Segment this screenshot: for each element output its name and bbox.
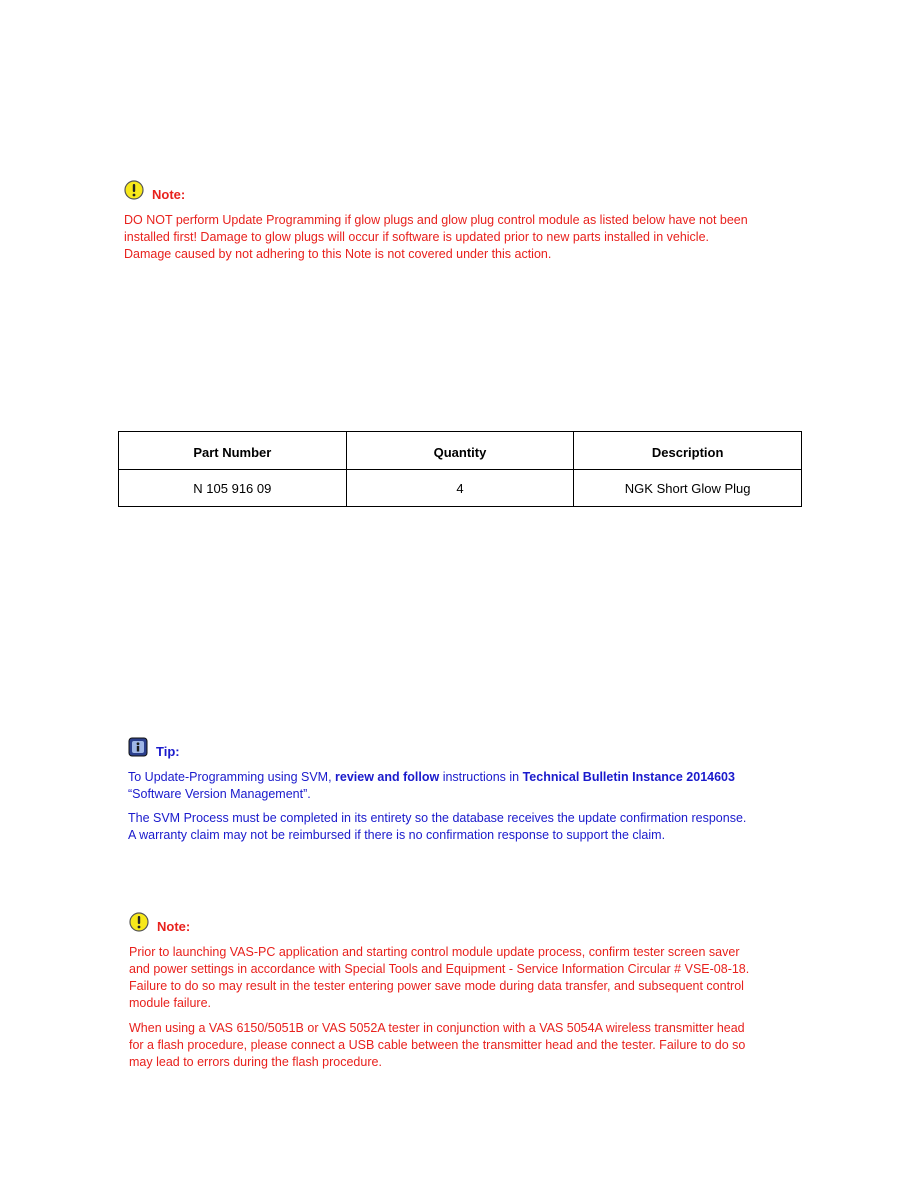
- cell-description: NGK Short Glow Plug: [574, 470, 802, 507]
- warning-icon: [124, 180, 144, 200]
- note-1-line: installed first! Damage to glow plugs will occur if software is updated prior to new parts installed in vehicle.: [124, 230, 709, 244]
- column-header-part-number: Part Number: [119, 432, 347, 470]
- tip-body: [128, 769, 746, 844]
- note-1-line: DO NOT perform Update Programming if glow plugs and glow plug control module as listed below have not been: [124, 213, 748, 227]
- tip-paragraph-2-line: The SVM Process must be completed in its entirety so the database receives the update confirmation response.: [128, 811, 747, 825]
- tip-text: To Update-Programming using SVM,: [128, 770, 336, 784]
- note-2-line: may lead to errors during the flash procedure.: [129, 1055, 382, 1069]
- bulletin-reference: Technical Bulletin Instance 2014603: [522, 770, 735, 784]
- table-row: [119, 470, 802, 507]
- note-2-line: When using a VAS 6150/5051B or VAS 5052A tester in conjunction with a VAS 5054A wireless transmitter head: [129, 1021, 745, 1035]
- warning-icon: [129, 912, 149, 932]
- table-header-row: [119, 432, 802, 470]
- note-1-body: [124, 212, 748, 263]
- note-2-line: module failure.: [129, 996, 211, 1010]
- note-2-line: Prior to launching VAS-PC application and starting control module update process, confirm tester screen saver: [129, 945, 740, 959]
- tip-text: instructions in: [439, 770, 523, 784]
- parts-table: [118, 431, 802, 507]
- note-2-heading: Note:: [157, 919, 191, 934]
- cell-part-number: N 105 916 09: [119, 470, 347, 507]
- tip-paragraph-1: [128, 769, 746, 786]
- note-2-line: for a flash procedure, please connect a USB cable between the transmitter head and the tester. Failure to do so: [129, 1038, 746, 1052]
- info-icon: [128, 737, 148, 757]
- note-1-heading: Note:: [152, 187, 186, 202]
- note-2-body: [129, 944, 749, 1071]
- column-header-description: Description: [574, 432, 802, 470]
- tip-bold-text: review and follow: [335, 770, 440, 784]
- note-2-line: and power settings in accordance with Special Tools and Equipment - Service Information Circular # VSE-08-18.: [129, 962, 750, 976]
- tip-paragraph-2-line: A warranty claim may not be reimbursed if there is no confirmation response to support the claim.: [128, 828, 666, 842]
- column-header-quantity: Quantity: [346, 432, 574, 470]
- tip-heading: Tip:: [156, 744, 180, 759]
- tip-paragraph-1-line-2: “Software Version Management”.: [128, 787, 311, 801]
- cell-quantity: 4: [346, 470, 574, 507]
- note-2-line: Failure to do so may result in the tester entering power save mode during data transfer, and subsequent control: [129, 979, 744, 993]
- note-1-line: Damage caused by not adhering to this Note is not covered under this action.: [124, 247, 552, 261]
